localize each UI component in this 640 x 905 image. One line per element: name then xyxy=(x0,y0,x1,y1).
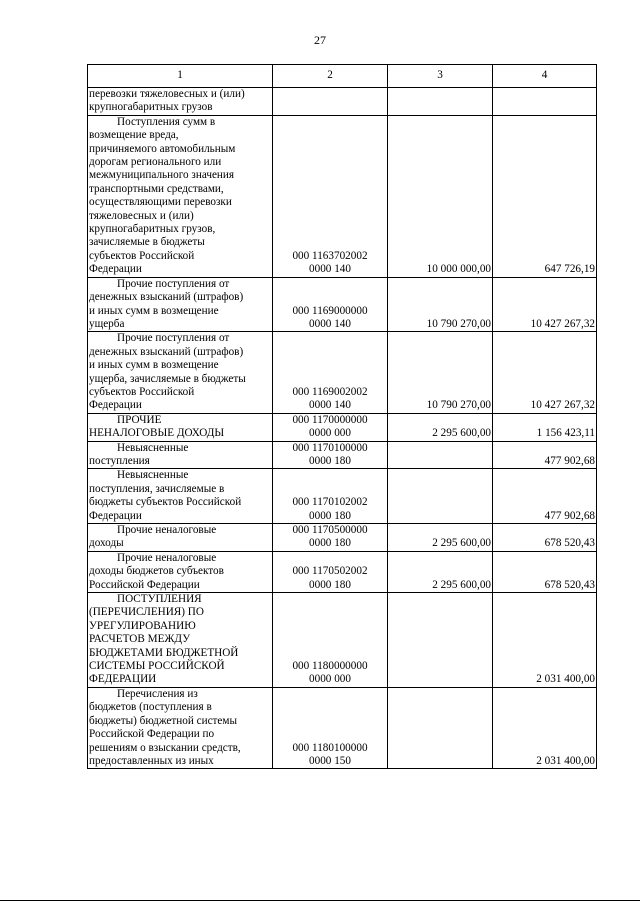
row-code-cell xyxy=(273,88,388,116)
table-row xyxy=(88,88,597,116)
table-row xyxy=(88,551,597,592)
row-name-cell-text: ПРОЧИЕ НЕНАЛОГОВЫЕ ДОХОДЫ xyxy=(89,413,225,440)
row-name-cell-text: Невыясненные поступления xyxy=(89,441,189,467)
row-name-cell xyxy=(88,441,273,469)
row-name-cell-text: Перечисления из бюджетов (поступления в бюджеты) бюджетной системы Российской Федерации по решениям о взыскании средств, предоставленных из иных xyxy=(89,687,241,767)
row-plan-cell xyxy=(388,551,493,592)
table-row xyxy=(88,687,597,768)
row-actual-cell-text: 2 031 400,00 xyxy=(536,754,595,767)
row-name-cell xyxy=(88,524,273,552)
row-actual-cell-text: 2 031 400,00 xyxy=(536,673,595,686)
table-row xyxy=(88,413,597,441)
row-name-cell-text: Прочие неналоговые доходы бюджетов субъектов Российской Федерации xyxy=(89,551,224,591)
row-plan-cell xyxy=(388,687,493,768)
row-plan-cell xyxy=(388,115,493,277)
row-code-cell xyxy=(273,441,388,469)
row-code-cell-text: 000 1180000000 0000 000 xyxy=(292,660,368,686)
row-code-cell-text: 000 1170100000 0000 180 xyxy=(292,441,368,467)
row-actual-cell xyxy=(493,115,597,277)
row-name-cell xyxy=(88,115,273,277)
row-actual-cell xyxy=(493,88,597,116)
row-actual-cell-text: 477 902,68 xyxy=(544,454,595,467)
row-code-cell-text: 000 1170102002 0000 180 xyxy=(292,496,368,522)
row-name-cell xyxy=(88,551,273,592)
row-plan-cell xyxy=(388,413,493,441)
row-plan-cell xyxy=(388,469,493,524)
row-code-cell-text: 000 1170500000 0000 180 xyxy=(292,524,368,550)
table-header-row xyxy=(88,65,597,88)
bottom-rule xyxy=(0,900,640,901)
row-code-cell xyxy=(273,593,388,688)
row-actual-cell-text: 1 156 423,11 xyxy=(536,427,595,440)
row-name-cell xyxy=(88,332,273,413)
row-code-cell-text: 000 1169002002 0000 140 xyxy=(292,385,368,412)
row-plan-cell-text: 2 295 600,00 xyxy=(432,427,491,440)
row-name-cell-text: Невыясненные поступления, зачисляемые в бюджеты субъектов Российской Федерации xyxy=(89,469,242,522)
table-row xyxy=(88,524,597,552)
row-code-cell-text: 000 1170000000 0000 000 xyxy=(292,413,368,440)
row-code-cell xyxy=(273,413,388,441)
page-number: 27 xyxy=(314,33,326,47)
row-code-cell xyxy=(273,469,388,524)
row-name-cell xyxy=(88,687,273,768)
row-actual-cell xyxy=(493,524,597,552)
table-row xyxy=(88,469,597,524)
row-actual-cell xyxy=(493,687,597,768)
row-plan-cell xyxy=(388,332,493,413)
row-code-cell-text: 000 1163702002 0000 140 xyxy=(292,249,368,276)
row-name-cell-text: Прочие неналоговые доходы xyxy=(89,524,217,550)
row-actual-cell-text: 678 520,43 xyxy=(544,578,595,591)
column-header-1: 1 xyxy=(88,65,273,88)
row-plan-cell-text: 2 295 600,00 xyxy=(432,578,491,591)
row-plan-cell-text: 10 790 270,00 xyxy=(426,399,491,412)
row-name-cell-text: Прочие поступления от денежных взысканий (штрафов) и иных сумм в возмещение ущерба, зачисляемые в бюджеты субъектов Российской Федерации xyxy=(89,332,246,412)
row-code-cell xyxy=(273,524,388,552)
row-plan-cell xyxy=(388,88,493,116)
row-name-cell-text: Поступления сумм в возмещение вреда, причиняемого автомобильным дорогам регионального или межмуниципального значения транспортными средствами, осуществляющими перевозки тяжеловесных и (или) крупногабаритных грузов, зачисляемые в бюджеты субъектов Российской Федерации xyxy=(89,115,236,276)
budget-table xyxy=(87,64,597,769)
table-row xyxy=(88,332,597,413)
table-row xyxy=(88,441,597,469)
row-name-cell xyxy=(88,413,273,441)
row-name-cell-text: ПОСТУПЛЕНИЯ (ПЕРЕЧИСЛЕНИЯ) ПО УРЕГУЛИРОВАНИЮ РАСЧЕТОВ МЕЖДУ БЮДЖЕТАМИ БЮДЖЕТНОЙ СИСТЕМЫ РОССИЙСКОЙ ФЕДЕРАЦИИ xyxy=(89,593,239,686)
row-code-cell-text: 000 1180100000 0000 150 xyxy=(292,741,368,767)
row-plan-cell xyxy=(388,593,493,688)
row-actual-cell xyxy=(493,469,597,524)
row-actual-cell xyxy=(493,551,597,592)
column-header-2: 2 xyxy=(273,65,388,88)
column-header-4: 4 xyxy=(493,65,597,88)
row-plan-cell xyxy=(388,441,493,469)
row-actual-cell xyxy=(493,277,597,332)
row-name-cell xyxy=(88,469,273,524)
row-actual-cell xyxy=(493,593,597,688)
row-plan-cell xyxy=(388,524,493,552)
table-row xyxy=(88,115,597,277)
row-actual-cell xyxy=(493,413,597,441)
row-code-cell xyxy=(273,115,388,277)
row-name-cell xyxy=(88,593,273,688)
row-actual-cell xyxy=(493,441,597,469)
row-code-cell xyxy=(273,332,388,413)
row-actual-cell-text: 10 427 267,32 xyxy=(530,317,595,330)
row-actual-cell xyxy=(493,332,597,413)
row-plan-cell-text: 10 790 270,00 xyxy=(426,317,491,330)
row-code-cell xyxy=(273,277,388,332)
row-code-cell-text: 000 1170502002 0000 180 xyxy=(292,565,368,591)
column-header-3: 3 xyxy=(388,65,493,88)
row-name-cell-text: Прочие поступления от денежных взысканий (штрафов) и иных сумм в возмещение ущерба xyxy=(89,277,244,330)
row-actual-cell-text: 10 427 267,32 xyxy=(530,399,595,412)
row-actual-cell-text: 477 902,68 xyxy=(544,509,595,522)
table-row xyxy=(88,277,597,332)
table-row xyxy=(88,593,597,688)
row-name-cell xyxy=(88,88,273,116)
row-plan-cell-text: 10 000 000,00 xyxy=(426,263,491,276)
row-plan-cell xyxy=(388,277,493,332)
row-actual-cell-text: 647 726,19 xyxy=(544,263,595,276)
row-actual-cell-text: 678 520,43 xyxy=(544,537,595,550)
row-code-cell-text: 000 1169000000 0000 140 xyxy=(292,304,368,330)
row-plan-cell-text: 2 295 600,00 xyxy=(432,537,491,550)
row-name-cell xyxy=(88,277,273,332)
row-code-cell xyxy=(273,687,388,768)
row-name-cell-text: перевозки тяжеловесных и (или) крупногабаритных грузов xyxy=(89,88,245,114)
row-code-cell xyxy=(273,551,388,592)
